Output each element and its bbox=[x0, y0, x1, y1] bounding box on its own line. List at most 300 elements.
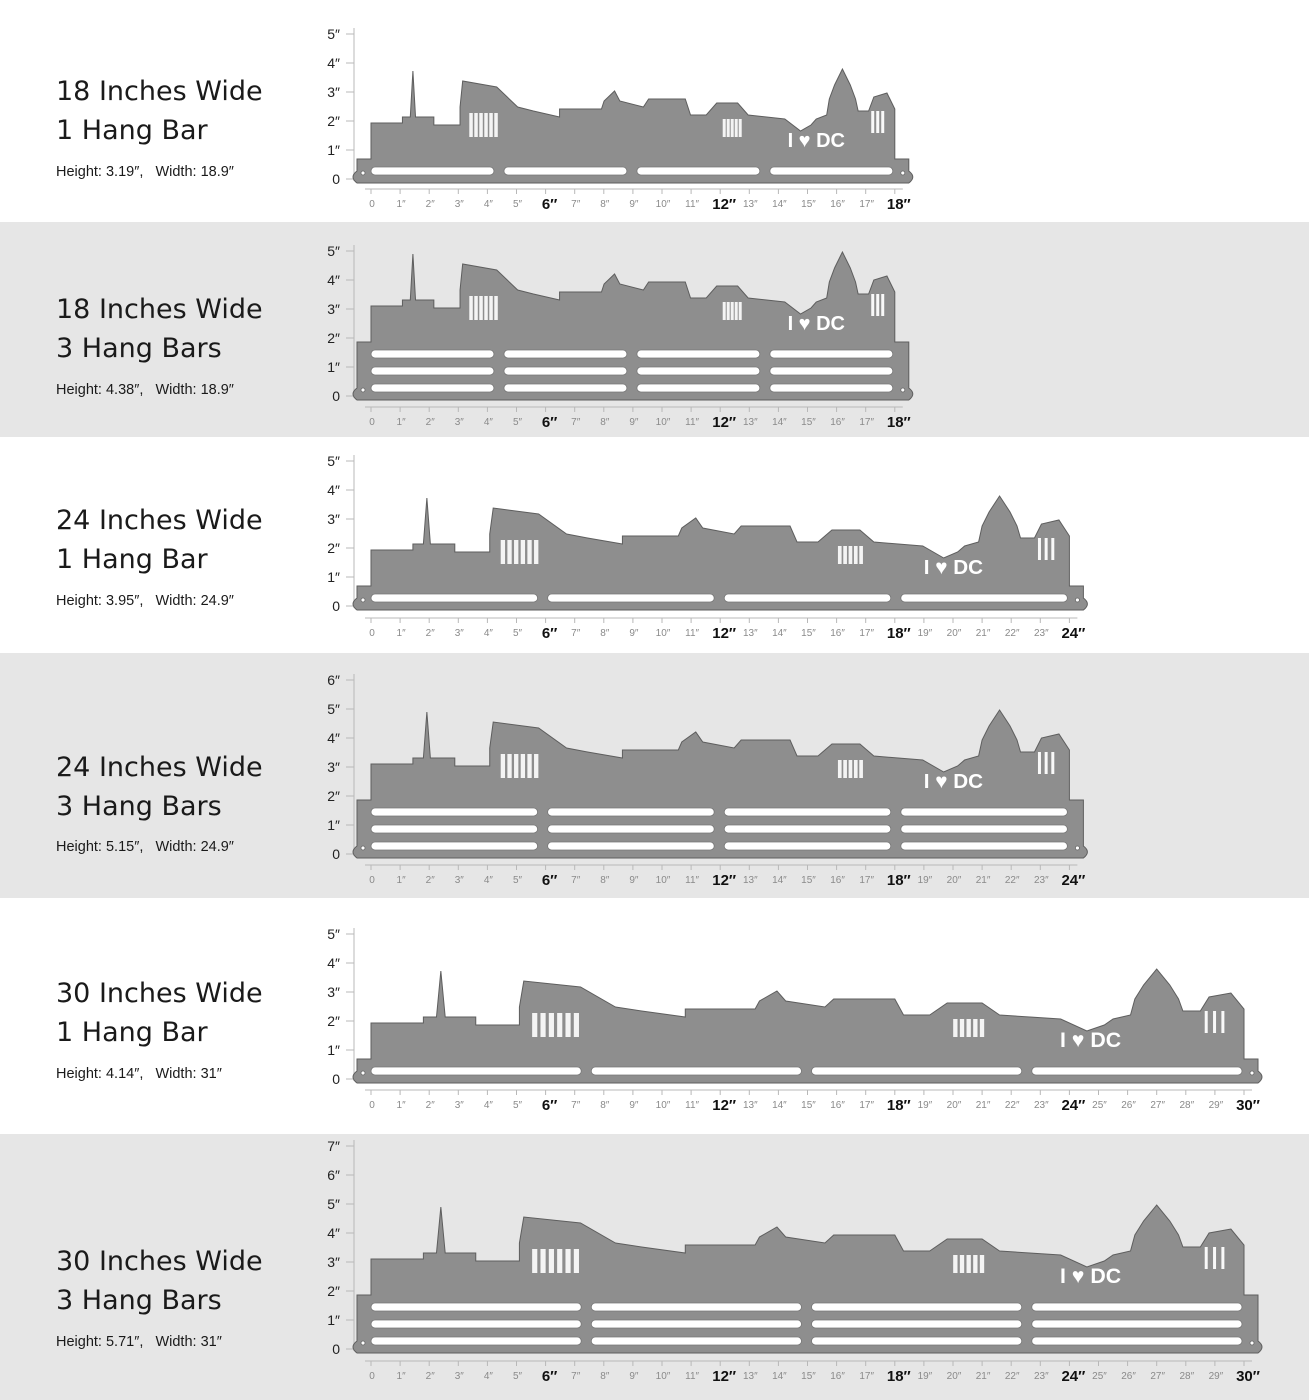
i-love-dc-cutout: I ♥ DC bbox=[787, 313, 846, 335]
window-cutout bbox=[1221, 1011, 1224, 1033]
x-tick-label: 5″ bbox=[512, 1371, 523, 1382]
x-tick-label: 7″ bbox=[571, 199, 581, 210]
x-tick-label: 18″ bbox=[886, 1368, 911, 1385]
product-width-title: 24 Inches Wide bbox=[56, 752, 263, 783]
x-tick-label: 28″ bbox=[1179, 1371, 1195, 1382]
window-cutout bbox=[1205, 1011, 1208, 1033]
skyline-silhouette bbox=[353, 1205, 1262, 1353]
hang-bar-slot bbox=[812, 1303, 1022, 1311]
i-love-dc-cutout: I ♥ DC bbox=[1059, 1264, 1122, 1288]
hang-bar-slot bbox=[591, 1320, 801, 1328]
hang-bar-slot bbox=[901, 594, 1068, 602]
hang-bar-slot bbox=[724, 594, 891, 602]
hang-bar-slot bbox=[637, 350, 760, 358]
x-tick-label: 9″ bbox=[629, 1371, 639, 1382]
column-cutout bbox=[980, 1255, 984, 1273]
x-tick-label: 14″ bbox=[772, 417, 787, 428]
column-cutout bbox=[849, 546, 853, 564]
column-cutout bbox=[521, 754, 525, 778]
i-love-dc-cutout: I ♥ DC bbox=[923, 556, 984, 579]
x-tick-label: 1″ bbox=[396, 199, 406, 210]
column-cutout bbox=[574, 1013, 579, 1037]
column-cutout bbox=[980, 1019, 984, 1037]
mounting-hole bbox=[901, 171, 905, 175]
product-panel-18in-1bar bbox=[0, 0, 1309, 222]
x-tick-label: 7″ bbox=[571, 417, 581, 428]
x-tick-label: 0 bbox=[369, 417, 375, 428]
x-tick-label: 8″ bbox=[600, 1100, 610, 1111]
x-tick-label: 0 bbox=[369, 1371, 375, 1382]
product-panel-30in-3bar bbox=[0, 1134, 1309, 1400]
x-tick-label: 21″ bbox=[975, 875, 991, 886]
y-tick-label: 4″ bbox=[327, 55, 340, 71]
x-tick-label: 15″ bbox=[801, 1100, 816, 1111]
product-width-title: 18 Inches Wide bbox=[56, 294, 263, 325]
x-tick-label: 12″ bbox=[712, 196, 737, 213]
column-cutout bbox=[484, 113, 488, 137]
y-tick-label: 2″ bbox=[327, 1013, 340, 1029]
hang-bar-slot bbox=[1032, 1337, 1242, 1345]
hang-bar-slot bbox=[371, 384, 494, 392]
y-tick-label: 4″ bbox=[327, 955, 340, 971]
x-tick-label: 6″ bbox=[541, 1368, 558, 1385]
hang-bar-slot bbox=[1032, 1303, 1242, 1311]
column-cutout bbox=[859, 546, 863, 564]
x-tick-label: 7″ bbox=[571, 1371, 581, 1382]
hang-bar-slot bbox=[637, 367, 760, 375]
hanger-diagram bbox=[0, 437, 1309, 653]
x-tick-label: 5″ bbox=[512, 875, 523, 886]
x-tick-label: 16″ bbox=[830, 1371, 845, 1382]
x-tick-label: 8″ bbox=[600, 875, 610, 886]
x-tick-label: 23″ bbox=[1033, 628, 1049, 639]
hanger-diagram bbox=[0, 0, 1309, 222]
column-cutout bbox=[507, 540, 511, 564]
y-tick-label: 2″ bbox=[327, 788, 340, 804]
y-tick-label: 1″ bbox=[327, 569, 340, 585]
x-tick-label: 19″ bbox=[917, 628, 933, 639]
x-tick-label: 4″ bbox=[483, 628, 493, 639]
hang-bar-slot bbox=[724, 808, 891, 816]
x-tick-label: 2″ bbox=[425, 875, 435, 886]
hanger-diagram bbox=[0, 653, 1309, 898]
mounting-hole bbox=[1075, 598, 1079, 602]
x-tick-label: 22″ bbox=[1004, 875, 1020, 886]
product-bars-title: 1 Hang Bar bbox=[56, 1017, 208, 1048]
x-tick-label: 14″ bbox=[772, 1100, 787, 1111]
hang-bar-slot bbox=[371, 808, 538, 816]
hang-bar-slot bbox=[770, 167, 893, 175]
column-cutout bbox=[960, 1019, 964, 1037]
x-tick-label: 16″ bbox=[830, 628, 845, 639]
x-tick-label: 30″ bbox=[1236, 1368, 1260, 1385]
window-cutout bbox=[876, 111, 879, 133]
hang-bar-slot bbox=[637, 384, 760, 392]
i-love-dc-cutout: I ♥ DC bbox=[923, 770, 984, 793]
window-cutout bbox=[881, 111, 884, 133]
column-cutout bbox=[967, 1019, 971, 1037]
column-cutout bbox=[727, 302, 730, 320]
x-tick-label: 9″ bbox=[629, 628, 639, 639]
y-tick-label: 0 bbox=[332, 388, 340, 404]
x-tick-label: 21″ bbox=[975, 1100, 991, 1111]
x-tick-label: 16″ bbox=[830, 1100, 845, 1111]
x-tick-label: 17″ bbox=[859, 628, 875, 639]
y-tick-label: 0 bbox=[332, 598, 340, 614]
hang-bar-slot bbox=[371, 367, 494, 375]
column-cutout bbox=[739, 119, 742, 137]
column-cutout bbox=[973, 1255, 977, 1273]
x-tick-label: 25″ bbox=[1092, 1100, 1107, 1111]
product-panel-24in-3bar bbox=[0, 653, 1309, 898]
mounting-hole bbox=[361, 388, 365, 392]
column-cutout bbox=[469, 113, 473, 137]
x-tick-label: 17″ bbox=[859, 417, 875, 428]
hang-bar-slot bbox=[371, 1337, 581, 1345]
height-label: Height: 3.95″, bbox=[56, 593, 144, 609]
hang-bar-slot bbox=[548, 825, 715, 833]
height-label: Height: 3.19″, bbox=[56, 164, 144, 180]
skyline-silhouette bbox=[353, 496, 1087, 610]
hanger-diagram bbox=[0, 1134, 1309, 1400]
x-tick-label: 14″ bbox=[772, 1371, 787, 1382]
y-tick-label: 6″ bbox=[327, 1167, 340, 1183]
x-tick-label: 6″ bbox=[541, 414, 558, 431]
x-tick-label: 3″ bbox=[454, 417, 464, 428]
y-tick-label: 6″ bbox=[327, 672, 340, 688]
product-bars-title: 3 Hang Bars bbox=[56, 791, 222, 822]
y-tick-label: 3″ bbox=[327, 984, 340, 1000]
y-tick-label: 5″ bbox=[327, 26, 340, 42]
hang-bar-slot bbox=[1032, 1320, 1242, 1328]
y-tick-label: 4″ bbox=[327, 482, 340, 498]
x-tick-label: 3″ bbox=[454, 875, 464, 886]
window-cutout bbox=[1038, 538, 1041, 560]
y-tick-label: 2″ bbox=[327, 330, 340, 346]
column-cutout bbox=[507, 754, 511, 778]
width-label: Width: 18.9″ bbox=[155, 164, 234, 180]
x-tick-label: 8″ bbox=[600, 199, 610, 210]
product-width-title: 30 Inches Wide bbox=[56, 978, 263, 1009]
x-tick-label: 29″ bbox=[1208, 1371, 1224, 1382]
x-tick-label: 18″ bbox=[886, 1097, 911, 1114]
product-bars-title: 1 Hang Bar bbox=[56, 115, 208, 146]
x-tick-label: 15″ bbox=[801, 628, 816, 639]
x-tick-label: 13″ bbox=[742, 199, 758, 210]
hang-bar-slot bbox=[371, 167, 494, 175]
x-tick-label: 3″ bbox=[454, 1100, 464, 1111]
x-tick-label: 15″ bbox=[801, 1371, 816, 1382]
hang-bar-slot bbox=[548, 842, 715, 850]
x-tick-label: 7″ bbox=[571, 1100, 581, 1111]
x-tick-label: 5″ bbox=[512, 628, 523, 639]
x-tick-label: 25″ bbox=[1092, 1371, 1107, 1382]
x-tick-label: 8″ bbox=[600, 417, 610, 428]
y-tick-label: 3″ bbox=[327, 1254, 340, 1270]
window-cutout bbox=[1213, 1247, 1216, 1269]
x-tick-label: 18″ bbox=[886, 196, 911, 213]
y-tick-label: 3″ bbox=[327, 84, 340, 100]
x-tick-label: 24″ bbox=[1061, 1368, 1086, 1385]
x-tick-label: 4″ bbox=[483, 199, 493, 210]
x-tick-label: 19″ bbox=[917, 1371, 933, 1382]
x-tick-label: 17″ bbox=[859, 1371, 875, 1382]
window-cutout bbox=[1045, 752, 1048, 774]
hang-bar-slot bbox=[812, 1337, 1022, 1345]
x-tick-label: 6″ bbox=[541, 625, 558, 642]
x-tick-label: 22″ bbox=[1004, 1100, 1020, 1111]
column-cutout bbox=[557, 1013, 562, 1037]
window-cutout bbox=[881, 294, 884, 316]
column-cutout bbox=[565, 1013, 570, 1037]
width-label: Width: 31″ bbox=[155, 1066, 222, 1082]
mounting-hole bbox=[361, 1071, 365, 1075]
mounting-hole bbox=[361, 846, 365, 850]
x-tick-label: 13″ bbox=[742, 875, 758, 886]
x-tick-label: 12″ bbox=[712, 625, 737, 642]
hang-bar-slot bbox=[591, 1303, 801, 1311]
column-cutout bbox=[973, 1019, 977, 1037]
y-tick-label: 5″ bbox=[327, 1196, 340, 1212]
mounting-hole bbox=[1075, 846, 1079, 850]
column-cutout bbox=[484, 296, 488, 320]
x-tick-label: 14″ bbox=[772, 199, 787, 210]
x-tick-label: 21″ bbox=[975, 1371, 991, 1382]
mounting-hole bbox=[1250, 1341, 1254, 1345]
x-tick-label: 1″ bbox=[396, 628, 406, 639]
y-tick-label: 1″ bbox=[327, 1312, 340, 1328]
column-cutout bbox=[534, 754, 538, 778]
height-label: Height: 4.14″, bbox=[56, 1066, 144, 1082]
hang-bar-slot bbox=[504, 384, 627, 392]
y-tick-label: 5″ bbox=[327, 926, 340, 942]
x-tick-label: 23″ bbox=[1033, 1371, 1049, 1382]
column-cutout bbox=[474, 296, 478, 320]
y-tick-label: 1″ bbox=[327, 359, 340, 375]
hang-bar-slot bbox=[548, 808, 715, 816]
column-cutout bbox=[849, 760, 853, 778]
hang-bar-slot bbox=[901, 825, 1068, 833]
hang-bar-slot bbox=[371, 350, 494, 358]
product-panel-24in-1bar bbox=[0, 437, 1309, 653]
x-tick-label: 2″ bbox=[425, 1371, 435, 1382]
y-tick-label: 0 bbox=[332, 171, 340, 187]
window-cutout bbox=[1045, 538, 1048, 560]
column-cutout bbox=[514, 754, 518, 778]
mounting-hole bbox=[361, 1341, 365, 1345]
column-cutout bbox=[514, 540, 518, 564]
x-tick-label: 15″ bbox=[801, 417, 816, 428]
x-tick-label: 18″ bbox=[886, 625, 911, 642]
x-tick-label: 12″ bbox=[712, 872, 737, 889]
width-label: Width: 18.9″ bbox=[155, 382, 234, 398]
y-tick-label: 1″ bbox=[327, 142, 340, 158]
x-tick-label: 10″ bbox=[655, 628, 671, 639]
x-tick-label: 26″ bbox=[1121, 1100, 1136, 1111]
x-tick-label: 0 bbox=[369, 199, 375, 210]
column-cutout bbox=[838, 760, 842, 778]
mounting-hole bbox=[361, 171, 365, 175]
x-tick-label: 13″ bbox=[742, 1371, 758, 1382]
x-tick-label: 16″ bbox=[830, 875, 845, 886]
window-cutout bbox=[871, 294, 874, 316]
x-tick-label: 13″ bbox=[742, 417, 758, 428]
x-tick-label: 10″ bbox=[655, 875, 671, 886]
column-cutout bbox=[532, 1013, 537, 1037]
x-tick-label: 2″ bbox=[425, 628, 435, 639]
x-tick-label: 6″ bbox=[541, 1097, 558, 1114]
hang-bar-slot bbox=[504, 367, 627, 375]
x-tick-label: 9″ bbox=[629, 875, 639, 886]
hang-bar-slot bbox=[371, 1303, 581, 1311]
x-tick-label: 17″ bbox=[859, 199, 875, 210]
column-cutout bbox=[532, 1249, 537, 1273]
skyline-silhouette bbox=[353, 69, 913, 183]
x-tick-label: 1″ bbox=[396, 1100, 406, 1111]
x-tick-label: 5″ bbox=[512, 1100, 523, 1111]
column-cutout bbox=[534, 540, 538, 564]
hang-bar-slot bbox=[371, 825, 538, 833]
column-cutout bbox=[735, 119, 738, 137]
y-tick-label: 4″ bbox=[327, 1225, 340, 1241]
x-tick-label: 22″ bbox=[1004, 628, 1020, 639]
x-tick-label: 2″ bbox=[425, 417, 435, 428]
column-cutout bbox=[731, 119, 734, 137]
column-cutout bbox=[739, 302, 742, 320]
mounting-hole bbox=[1250, 1071, 1254, 1075]
y-tick-label: 4″ bbox=[327, 730, 340, 746]
y-tick-label: 2″ bbox=[327, 113, 340, 129]
product-panel-18in-3bar bbox=[0, 222, 1309, 437]
x-tick-label: 27″ bbox=[1150, 1371, 1166, 1382]
x-tick-label: 21″ bbox=[975, 628, 991, 639]
column-cutout bbox=[501, 754, 505, 778]
x-tick-label: 9″ bbox=[629, 1100, 639, 1111]
hang-bar-slot bbox=[901, 842, 1068, 850]
hang-bar-slot bbox=[548, 594, 715, 602]
hang-bar-slot bbox=[371, 1067, 581, 1075]
hang-bar-slot bbox=[371, 842, 538, 850]
x-tick-label: 28″ bbox=[1179, 1100, 1195, 1111]
column-cutout bbox=[953, 1019, 957, 1037]
product-width-title: 18 Inches Wide bbox=[56, 76, 263, 107]
hang-bar-slot bbox=[504, 167, 627, 175]
column-cutout bbox=[521, 540, 525, 564]
y-tick-label: 3″ bbox=[327, 759, 340, 775]
x-tick-label: 3″ bbox=[454, 199, 464, 210]
x-tick-label: 4″ bbox=[483, 417, 493, 428]
skyline-silhouette bbox=[353, 969, 1262, 1083]
x-tick-label: 6″ bbox=[541, 196, 558, 213]
window-cutout bbox=[1051, 538, 1054, 560]
hang-bar-slot bbox=[371, 1320, 581, 1328]
y-tick-label: 3″ bbox=[327, 301, 340, 317]
product-width-title: 30 Inches Wide bbox=[56, 1246, 263, 1277]
x-tick-label: 23″ bbox=[1033, 875, 1049, 886]
column-cutout bbox=[960, 1255, 964, 1273]
x-tick-label: 1″ bbox=[396, 417, 406, 428]
x-tick-label: 19″ bbox=[917, 1100, 933, 1111]
hang-bar-slot bbox=[1032, 1067, 1242, 1075]
y-tick-label: 3″ bbox=[327, 511, 340, 527]
hang-bar-slot bbox=[591, 1067, 801, 1075]
x-tick-label: 20″ bbox=[946, 628, 962, 639]
x-tick-label: 26″ bbox=[1121, 1371, 1136, 1382]
column-cutout bbox=[549, 1249, 554, 1273]
product-bars-title: 1 Hang Bar bbox=[56, 544, 208, 575]
hang-bar-slot bbox=[812, 1320, 1022, 1328]
hang-bar-slot bbox=[724, 825, 891, 833]
window-cutout bbox=[1221, 1247, 1224, 1269]
x-tick-label: 13″ bbox=[742, 1100, 758, 1111]
column-cutout bbox=[727, 119, 730, 137]
window-cutout bbox=[1205, 1247, 1208, 1269]
column-cutout bbox=[540, 1249, 545, 1273]
x-tick-label: 5″ bbox=[512, 199, 523, 210]
product-panel-30in-1bar bbox=[0, 898, 1309, 1134]
y-tick-label: 0 bbox=[332, 1341, 340, 1357]
column-cutout bbox=[527, 540, 531, 564]
x-tick-label: 12″ bbox=[712, 1368, 737, 1385]
x-tick-label: 19″ bbox=[917, 875, 933, 886]
x-tick-label: 18″ bbox=[886, 872, 911, 889]
x-tick-label: 8″ bbox=[600, 1371, 610, 1382]
column-cutout bbox=[723, 302, 726, 320]
x-tick-label: 27″ bbox=[1150, 1100, 1166, 1111]
column-cutout bbox=[953, 1255, 957, 1273]
column-cutout bbox=[854, 546, 858, 564]
x-tick-label: 13″ bbox=[742, 628, 758, 639]
x-tick-label: 5″ bbox=[512, 417, 523, 428]
column-cutout bbox=[843, 546, 847, 564]
x-tick-label: 1″ bbox=[396, 875, 406, 886]
x-tick-label: 11″ bbox=[685, 417, 700, 428]
column-cutout bbox=[501, 540, 505, 564]
x-tick-label: 3″ bbox=[454, 1371, 464, 1382]
column-cutout bbox=[549, 1013, 554, 1037]
column-cutout bbox=[859, 760, 863, 778]
column-cutout bbox=[479, 113, 483, 137]
y-tick-label: 5″ bbox=[327, 701, 340, 717]
x-tick-label: 24″ bbox=[1061, 1097, 1086, 1114]
column-cutout bbox=[731, 302, 734, 320]
x-tick-label: 23″ bbox=[1033, 1100, 1049, 1111]
column-cutout bbox=[469, 296, 473, 320]
x-tick-label: 7″ bbox=[571, 875, 581, 886]
window-cutout bbox=[1213, 1011, 1216, 1033]
column-cutout bbox=[494, 296, 498, 320]
y-tick-label: 7″ bbox=[327, 1138, 340, 1154]
hang-bar-slot bbox=[591, 1337, 801, 1345]
mounting-hole bbox=[361, 598, 365, 602]
y-tick-label: 2″ bbox=[327, 540, 340, 556]
hang-bar-slot bbox=[504, 350, 627, 358]
y-tick-label: 2″ bbox=[327, 1283, 340, 1299]
x-tick-label: 11″ bbox=[685, 1100, 700, 1111]
x-tick-label: 29″ bbox=[1208, 1100, 1224, 1111]
x-tick-label: 14″ bbox=[772, 875, 787, 886]
product-width-title: 24 Inches Wide bbox=[56, 505, 263, 536]
x-tick-label: 8″ bbox=[600, 628, 610, 639]
x-tick-label: 16″ bbox=[830, 417, 845, 428]
column-cutout bbox=[854, 760, 858, 778]
x-tick-label: 11″ bbox=[685, 628, 700, 639]
x-tick-label: 10″ bbox=[655, 1100, 671, 1111]
window-cutout bbox=[871, 111, 874, 133]
column-cutout bbox=[494, 113, 498, 137]
x-tick-label: 17″ bbox=[859, 875, 875, 886]
hang-bar-slot bbox=[901, 808, 1068, 816]
